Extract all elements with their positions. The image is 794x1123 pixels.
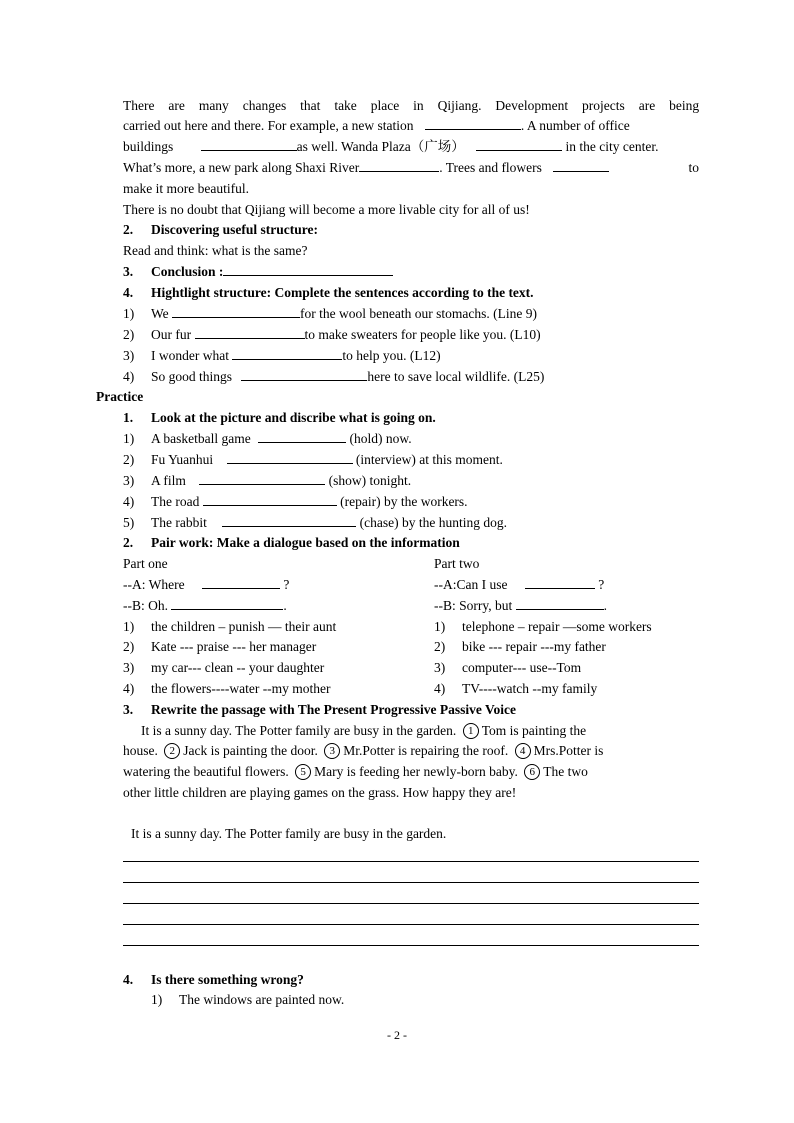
part-one-item-1 bbox=[123, 617, 423, 637]
answer-blank[interactable] bbox=[516, 596, 604, 610]
writing-line[interactable] bbox=[123, 882, 699, 883]
p3-passage-line-1 bbox=[123, 721, 699, 741]
item-number: 1) bbox=[151, 992, 163, 1007]
section-title: Is there something wrong? bbox=[151, 972, 304, 987]
p3-passage-line-2 bbox=[123, 741, 699, 761]
item-text: Kate --- praise --- her manager bbox=[151, 639, 317, 654]
passage-word: many bbox=[198, 98, 229, 113]
circled-number: 5 bbox=[295, 764, 311, 780]
dialogue-a-right bbox=[434, 575, 604, 595]
item-text: (interview) at this moment. bbox=[355, 452, 503, 467]
section-number: 2. bbox=[123, 222, 134, 237]
item-text: (repair) by the workers. bbox=[340, 494, 468, 509]
p1-item-2 bbox=[123, 450, 699, 470]
s4-item-4 bbox=[123, 367, 699, 387]
answer-blank[interactable] bbox=[241, 367, 367, 381]
item-number: 1) bbox=[123, 306, 135, 321]
circled-number: 6 bbox=[524, 764, 540, 780]
passage-word: projects bbox=[582, 98, 625, 113]
circled-number: 2 bbox=[164, 743, 180, 759]
passage-text: in the city center. bbox=[565, 139, 659, 154]
passage-text: watering the beautiful flowers. bbox=[123, 764, 289, 779]
passage-text: Tom is painting the bbox=[481, 723, 587, 738]
section-title: Conclusion : bbox=[151, 264, 224, 279]
passage-word: place bbox=[370, 98, 400, 113]
answer-blank[interactable] bbox=[202, 575, 280, 589]
passage-text: Mr.Potter is repairing the roof. bbox=[343, 743, 509, 758]
passage-text: Mrs.Potter is bbox=[533, 743, 604, 758]
conclusion-blank[interactable] bbox=[223, 262, 393, 276]
s4-item-3 bbox=[123, 346, 699, 366]
section-number: 4. bbox=[123, 285, 134, 300]
passage-text: house. bbox=[123, 743, 158, 758]
item-number: 3) bbox=[123, 473, 135, 488]
section-number: 4. bbox=[123, 972, 134, 987]
item-text: here to save local wildlife. (L25) bbox=[367, 369, 545, 384]
item-text: The road bbox=[151, 494, 200, 509]
writing-line[interactable] bbox=[123, 903, 699, 904]
item-text: (hold) now. bbox=[349, 431, 412, 446]
s4-item-2 bbox=[123, 325, 699, 345]
answer-blank[interactable] bbox=[171, 596, 283, 610]
part-one-item-4 bbox=[123, 679, 423, 699]
passage-text: carried out here and there. For example, a new station bbox=[123, 118, 414, 133]
passage-word: are bbox=[168, 98, 185, 113]
dialogue-text: --B: Sorry, but bbox=[434, 598, 513, 613]
answer-blank[interactable] bbox=[222, 513, 356, 527]
item-number: 4) bbox=[123, 494, 135, 509]
passage-word: in bbox=[413, 98, 424, 113]
page-number: - 2 - bbox=[387, 1028, 407, 1042]
section-title: Rewrite the passage with The Present Progressive Passive Voice bbox=[151, 702, 516, 717]
answer-blank[interactable] bbox=[201, 137, 297, 151]
item-text: The windows are painted now. bbox=[179, 992, 345, 1007]
item-number: 1) bbox=[434, 619, 446, 634]
item-number: 5) bbox=[123, 515, 135, 530]
passage-text: . Trees and flowers bbox=[439, 160, 542, 175]
answer-blank[interactable] bbox=[525, 575, 595, 589]
answer-blank[interactable] bbox=[232, 346, 342, 360]
answer-blank[interactable] bbox=[476, 137, 562, 151]
section-number: 3. bbox=[123, 702, 134, 717]
passage-word: being bbox=[669, 98, 700, 113]
p1-item-4 bbox=[123, 492, 699, 512]
answer-blank[interactable] bbox=[553, 158, 609, 172]
passage-word: changes bbox=[242, 98, 287, 113]
part-two-item-4 bbox=[434, 679, 597, 699]
item-text: computer--- use--Tom bbox=[462, 660, 582, 675]
p3-passage-line-4: other little children are playing games on the grass. How happy they are! bbox=[123, 785, 517, 800]
dialogue-a-left bbox=[123, 575, 423, 595]
item-text: A film bbox=[151, 473, 186, 488]
answer-blank[interactable] bbox=[359, 158, 439, 172]
passage-text: What’s more, a new park along Shaxi River bbox=[123, 160, 360, 175]
item-number: 4) bbox=[434, 681, 446, 696]
item-text: to help you. (L12) bbox=[342, 348, 441, 363]
circled-number: 3 bbox=[324, 743, 340, 759]
item-number: 4) bbox=[123, 369, 135, 384]
circled-number: 4 bbox=[515, 743, 531, 759]
item-text: Our fur bbox=[151, 327, 192, 342]
p3-passage-line-3 bbox=[123, 762, 699, 782]
dialogue-text: ? bbox=[598, 577, 605, 592]
passage-text: The two bbox=[543, 764, 588, 779]
item-text: the flowers----water --my mother bbox=[151, 681, 331, 696]
practice-1-heading bbox=[123, 408, 699, 428]
item-text: We bbox=[151, 306, 169, 321]
writing-line[interactable] bbox=[123, 924, 699, 925]
part-one-label: Part one bbox=[123, 556, 168, 571]
dialogue-b-right bbox=[434, 596, 607, 616]
dialogue-text: . bbox=[603, 598, 607, 613]
dialogue-text: --A:Can I use bbox=[434, 577, 508, 592]
passage-text: It is a sunny day. The Potter family are busy in the garden. bbox=[141, 723, 457, 738]
passage-word: Qijiang. bbox=[437, 98, 482, 113]
passage-text: buildings bbox=[123, 139, 174, 154]
dialogue-text: --A: Where bbox=[123, 577, 185, 592]
item-text: (chase) by the hunting dog. bbox=[359, 515, 507, 530]
item-number: 1) bbox=[123, 619, 135, 634]
section-title: Discovering useful structure: bbox=[151, 222, 318, 237]
s4-item-1 bbox=[123, 304, 699, 324]
answer-blank[interactable] bbox=[195, 325, 305, 339]
item-text: telephone – repair —some workers bbox=[462, 619, 652, 634]
practice-4-heading bbox=[123, 970, 699, 990]
item-text: bike --- repair ---my father bbox=[462, 639, 606, 654]
section-2-heading bbox=[123, 220, 699, 240]
part-one-item-3 bbox=[123, 658, 423, 678]
item-text: The rabbit bbox=[151, 515, 207, 530]
practice-2-heading bbox=[123, 533, 699, 553]
p1-item-5 bbox=[123, 513, 699, 533]
item-text: A basketball game bbox=[151, 431, 251, 446]
answer-blank[interactable] bbox=[203, 492, 337, 506]
item-text: the children – punish — their aunt bbox=[151, 619, 337, 634]
item-number: 2) bbox=[123, 639, 135, 654]
answer-blank[interactable] bbox=[172, 304, 300, 318]
item-number: 3) bbox=[123, 348, 135, 363]
passage-line-5: make it more beautiful. bbox=[123, 181, 249, 196]
part-one-item-2 bbox=[123, 637, 423, 657]
item-text: Fu Yuanhui bbox=[151, 452, 214, 467]
passage-word: There bbox=[123, 98, 155, 113]
section-title: Pair work: Make a dialogue based on the information bbox=[151, 535, 460, 550]
dialogue-text: . bbox=[283, 598, 287, 613]
passage-text: to bbox=[688, 160, 699, 175]
item-number: 2) bbox=[434, 639, 446, 654]
item-number: 2) bbox=[123, 452, 135, 467]
section-number: 3. bbox=[123, 264, 134, 279]
part-two-item-3 bbox=[434, 658, 581, 678]
answer-blank[interactable] bbox=[199, 471, 325, 485]
passage-line-6: There is no doubt that Qijiang will become a more livable city for all of us! bbox=[123, 202, 530, 217]
passage-line-1 bbox=[123, 96, 699, 116]
section-3-heading bbox=[123, 262, 699, 282]
section-title: Look at the picture and discribe what is going on. bbox=[151, 410, 436, 425]
p4-item-1 bbox=[151, 990, 727, 1010]
passage-line-4 bbox=[123, 158, 699, 178]
passage-word: that bbox=[300, 98, 321, 113]
section-number: 1. bbox=[123, 410, 134, 425]
section-4-heading bbox=[123, 283, 699, 303]
item-number: 4) bbox=[123, 681, 135, 696]
item-text: TV----watch --my family bbox=[462, 681, 598, 696]
item-number: 1) bbox=[123, 431, 135, 446]
passage-line-3 bbox=[123, 137, 699, 157]
dialogue-text: ? bbox=[283, 577, 290, 592]
circled-number: 1 bbox=[463, 723, 479, 739]
p1-item-1 bbox=[123, 429, 699, 449]
passage-text: Mary is feeding her newly-born baby. bbox=[314, 764, 518, 779]
writing-line[interactable] bbox=[123, 945, 699, 946]
practice-heading: Practice bbox=[96, 389, 144, 404]
part-two-item-1 bbox=[434, 617, 652, 637]
passage-text: as well. Wanda Plaza（广场） bbox=[296, 139, 465, 154]
passage-word: Development bbox=[495, 98, 569, 113]
p1-item-3 bbox=[123, 471, 699, 491]
passage-word: are bbox=[638, 98, 656, 113]
dialogue-b-left bbox=[123, 596, 423, 616]
item-number: 3) bbox=[434, 660, 446, 675]
item-text: So good things bbox=[151, 369, 233, 384]
section-number: 2. bbox=[123, 535, 134, 550]
item-number: 2) bbox=[123, 327, 135, 342]
passage-text: Jack is painting the door. bbox=[183, 743, 318, 758]
answer-blank[interactable] bbox=[227, 450, 353, 464]
item-number: 3) bbox=[123, 660, 135, 675]
item-text: (show) tonight. bbox=[328, 473, 412, 488]
passage-word: take bbox=[334, 98, 357, 113]
item-text: I wonder what bbox=[151, 348, 229, 363]
part-two-item-2 bbox=[434, 637, 606, 657]
answer-blank[interactable] bbox=[258, 429, 346, 443]
practice-3-heading bbox=[123, 700, 699, 720]
writing-line[interactable] bbox=[123, 861, 699, 862]
item-text: to make sweaters for people like you. (L10) bbox=[304, 327, 541, 342]
passage-text: . A number of office bbox=[520, 118, 630, 133]
passage-line-2 bbox=[123, 116, 699, 136]
item-text: my car--- clean -- your daughter bbox=[151, 660, 325, 675]
item-text: for the wool beneath our stomachs. (Line 9) bbox=[300, 306, 537, 321]
answer-blank[interactable] bbox=[425, 116, 521, 130]
section-2-text: Read and think: what is the same? bbox=[123, 243, 308, 258]
part-two-label: Part two bbox=[434, 556, 480, 571]
dialogue-text: --B: Oh. bbox=[123, 598, 168, 613]
section-title: Hightlight structure: Complete the sentences according to the text. bbox=[151, 285, 534, 300]
rewrite-start-text: It is a sunny day. The Potter family are busy in the garden. bbox=[131, 826, 447, 841]
